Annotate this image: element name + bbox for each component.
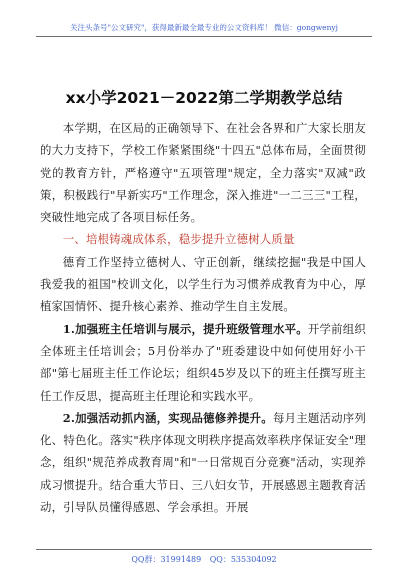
teacher-training-text: 开学前组织全体班主任培训会；5月份举办了"班委建设中如何使用好小干部"第七届班主任工作论坛；组织45岁及以下的班主任撰写班主任工作反思，提高班主任理论和实践水平。 [40,321,366,403]
header-divider [36,36,372,37]
footer-contact: QQ群：31991489 QQ：535304092 [131,555,277,564]
teacher-training-lead: 1.加强班主任培训与展示，提升班级管理水平。 [62,321,308,336]
activities-lead: 2.加强活动抓内涵，实现品德修养提升。 [62,410,273,425]
document-body [40,117,366,518]
footer-divider [36,549,372,550]
intro-text: 本学期，在区局的正确领导下、在社会各界和广大家长朋友的大力支持下，学校工作紧紧围绕"十四五"总体布局，全面贯彻党的教育方针，严格遵守"五项管理"规定，全力落实"双减"政策，积极践行"早新实巧"工作理念，深入推进"一二三三"工程，突破性地完成了各项目标任务。 [40,121,366,225]
intro-paragraph [40,117,366,228]
section-heading-text: 一、培根铸魂成体系，稳步提升立德树人质量 [62,232,295,247]
moral-education-paragraph [40,251,366,318]
teacher-training-paragraph [40,318,366,407]
activities-paragraph [40,407,366,518]
moral-education-text: 德育工作坚持立德树人、守正创新，继续挖掘"我是中国人我爱我的祖国"校训文化，以学生行为习惯养成教育为中心，厚植家国情怀、提升核心素养、推动学生自主发展。 [40,254,366,314]
activities-text: 每月主题活动序列化、特色化。落实"秩序体现文明秩序提高效率秩序保证安全"理念，组织"规范养成教育周"和"一日常规百分竞赛"活动，实现养成习惯提升。结合重大节日、三八妇女节，开展感恩主题教育活动，引导队员懂得感恩、学会承担。开展 [40,410,366,515]
header-promo-banner: 关注头条号"公文研究"，获得最新最全最专业的公文资料库！ 微信：gongwenyj [70,23,338,32]
document-title: xx小学2021－2022第二学期教学总结 [65,89,343,107]
section-heading [40,228,366,250]
